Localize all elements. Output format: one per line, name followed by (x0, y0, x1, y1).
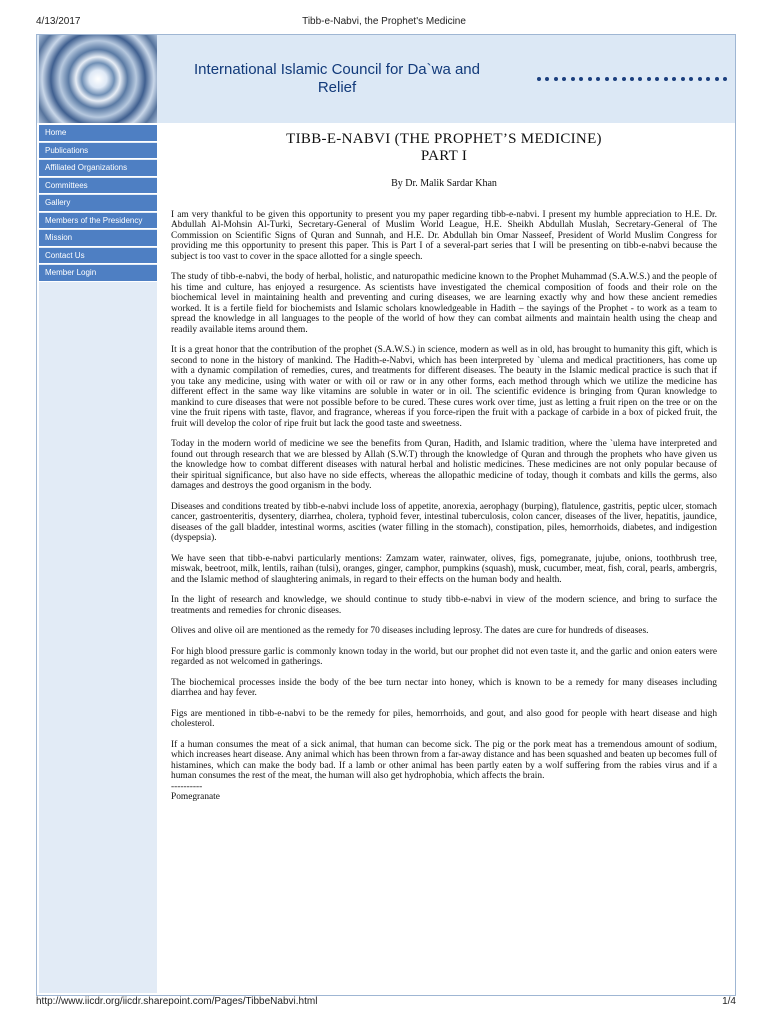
site-header (37, 35, 735, 123)
print-date: 4/13/2017 (36, 16, 81, 27)
article-title-line1: TIBB-E-NABVI (THE PROPHET’S MEDICINE) (286, 131, 602, 147)
article-paragraph: Figs are mentioned in tibb-e-nabvi to be the remedy for piles, hemorrhoids, and gout, and also good for people with heart disease and high cholesterol. (171, 708, 717, 729)
article-paragraph: Diseases and conditions treated by tibb-e-nabvi include loss of appetite, anorexia, aerophagy (burping), flatulence, gastritis, peptic ulcer, stomach cancer, gastroenteritis, dysentery, diarrhea, cholera, typhoid fever, intestinal tuberculosis, colon cancer, diseases of the liver, hepatitis, jaundice, diseases of the gall bladder, intestinal worms, ascities (water filling in the stomach), constipation, piles, hemorrhoids, diabetes, and indigestion (dyspepsia). (171, 501, 717, 543)
article-paragraph: In the light of research and knowledge, we should continue to study tibb-e-nabvi in view of the modern science, and bring to surface the treatments and remedies for chronic diseases. (171, 595, 717, 616)
article-paragraph: The study of tibb-e-nabvi, the body of herbal, holistic, and naturopathic medicine known to the Prophet Muhammad (S.A.W.S.) and the people of his time and culture, has enjoyed a resurgence. As scientists have investigated the chemical composition of foods and their role on the biochemical level in maintaining health and preventing and curing diseases, we are learning exactly why and how these ancient remedies worked. It is a fertile field for biochemists and Islamic scholars knowledgeable in Hadith – the sayings of the Prophet - to work as a team to spread the knowledge in all languages to the people of the world of how they can combat ailments and maintain health using the cheap and readily available items around them. (171, 272, 717, 335)
org-name (167, 61, 507, 97)
article-paragraph: If a human consumes the meat of a sick animal, that human can become sick. The pig or the pork meat has a tremendous amount of sodium, which increases heart disease. Any animal which has been thrown from a far-away distance and has been squashed and beaten up becomes full of histamines, which can make the body bad. If a lamb or other animal has been partly eaten by a wolf suffering from the rabies virus and if a human consumes the rest of the meat, the human will also get hydrophobia, which affects the brain. (171, 739, 717, 781)
nav-item-member-login[interactable]: Member Login (39, 265, 157, 282)
article-paragraph: For high blood pressure garlic is commonly known today in the world, but our prophet did not even taste it, and the garlic and onion eaters were regarded as not welcomed in gatherings. (171, 646, 717, 667)
logo-mosaic-icon (39, 35, 157, 123)
article-paragraph: It is a great honor that the contribution of the prophet (S.A.W.S.) in science, modern as well as in old, has brought to humanity this gift, which is second to none in the history of mankind. The Hadith-e-Nabvi, which has been interpreted by `ulema and medical practitioners, has come up with a dynamic compilation of remedies, cures, and treatments for different diseases. The beauty in the Islamic medical practice is such that if you take any medicine, using with water or with oil or raw or in any other forms, each method through which we utilize the medicine has different effect in the same way like vitamins are soluble in water or in oil. The scientific evidence is bringing from Quran knowledge to mankind to cure diseases that were not possible before to be cured. These cures work over time, just as letting a fruit ripen on the tree or on the vine the fruit ripens with taste, flavor, and fragrance, whereas if you force-ripen the fruit with a package of carbide in a box of picked fruit, the fruit will develop the color of ripe fruit but lack the good taste and sweetness. (171, 345, 717, 429)
article-paragraph: We have seen that tibb-e-nabvi particularly mentions: Zamzam water, rainwater, olives, figs, pomegranate, jujube, onions, toothbrush tree, miswak, beetroot, milk, lentils, raihan (tulsi), oranges, ginger, camphor, pumpkins (squash), musk, cucumber, meat, fish, coral, pearls, ambergris, and the Islamic method of slaughtering animals, in regard to their effects on the human body and health. (171, 553, 717, 585)
page-number: 1/4 (722, 996, 736, 1007)
print-header (0, 14, 768, 28)
nav-item-members-presidency[interactable]: Members of the Presidency (39, 213, 157, 230)
nav-item-publications[interactable]: Publications (39, 143, 157, 160)
separator: ---------- (171, 781, 203, 792)
article-byline: By Dr. Malik Sardar Khan (391, 178, 497, 189)
decorative-dots (537, 77, 727, 85)
print-title: Tibb-e-Nabvi, the Prophet's Medicine (302, 16, 466, 27)
sidebar-nav (39, 125, 157, 993)
nav-item-committees[interactable]: Committees (39, 178, 157, 195)
nav-item-mission[interactable]: Mission (39, 230, 157, 247)
nav-item-contact-us[interactable]: Contact Us (39, 248, 157, 265)
article-paragraph: Olives and olive oil are mentioned as the remedy for 70 diseases including leprosy. The dates are cure for hundreds of diseases. (171, 626, 649, 636)
org-name-line2: Relief (317, 79, 357, 96)
print-url[interactable]: http://www.iicdr.org/iicdr.sharepoint.com/Pages/TibbeNabvi.html (36, 996, 318, 1007)
article (171, 131, 717, 803)
article-paragraph: Today in the modern world of medicine we see the benefits from Quran, Hadith, and Islamic tradition, where the `ulema have interpreted and found out through research that we are blessed by Allah (S.W.T) through the knowledge of Quran and through the prophets who have given us the knowledge how to combat different diseases with natural herbal and holistic medicines. These medicines are not only popular because of their spiritual significance, but also have no side effects, whereas the allopathic medicine of today, though it combats and kills the germs, also damages and destroys the good organism in the body. (171, 439, 717, 491)
article-title-line2: PART I (420, 148, 468, 164)
org-name-line1: International Islamic Council for Da`wa and (194, 61, 480, 78)
article-paragraph: The biochemical processes inside the body of the bee turn nectar into honey, which is known to be a remedy for many diseases including diarrhea and hay fever. (171, 677, 717, 698)
nav-item-affiliated-organizations[interactable]: Affiliated Organizations (39, 160, 157, 177)
nav-item-home[interactable]: Home (39, 125, 157, 142)
nav-item-gallery[interactable]: Gallery (39, 195, 157, 212)
article-title (171, 131, 717, 165)
article-paragraph: I am very thankful to be given this opportunity to present you my paper regarding tibb-e-nabvi. I present my humble appreciation to H.E. Dr. Abdullah Al-Mohsin Al-Turki, Secretary-General of Muslim World League, H.E. Sheikh Abdullah Muslah, Secretary-General of The Commission on Scientific Signs of Quran and Sunnah, and H.E. Dr. Abdullah bin Omar Nasseef, President of World Muslim Congress for providing me this opportunity to present this paper. This is Part I of a several-part series that I will be presenting on tibb-e-nabvi because the subject is too vast to cover in the space allotted for a single speech. (171, 209, 717, 262)
page-frame (36, 34, 736, 996)
section-heading-pomegranate: Pomegranate (171, 792, 220, 802)
